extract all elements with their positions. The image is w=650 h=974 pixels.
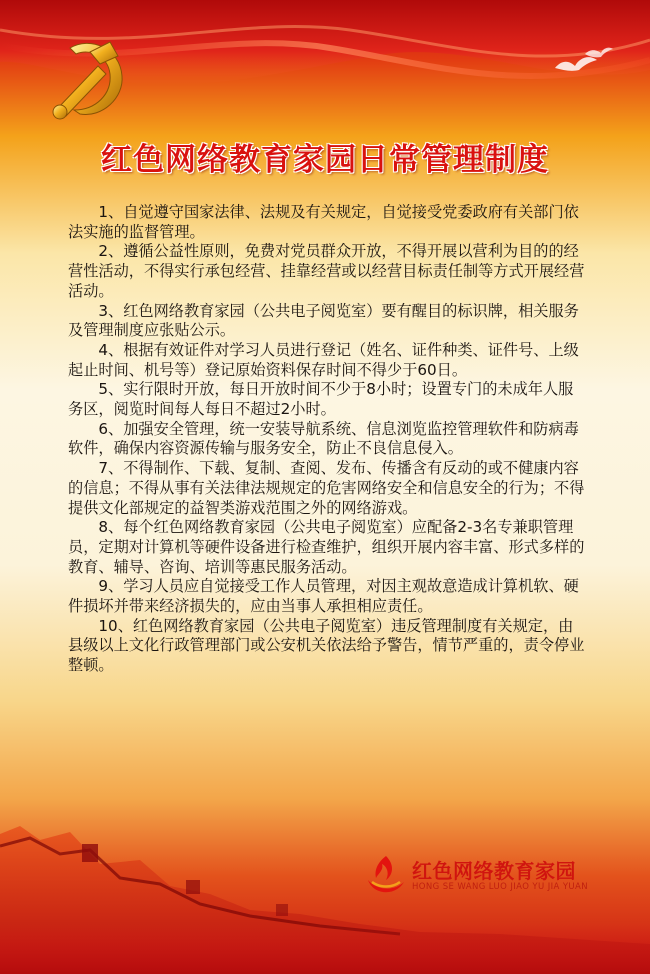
rule-item: 3、红色网络教育家园（公共电子阅览室）要有醒目的标识牌，相关服务及管理制度应张贴公示。 <box>68 301 579 340</box>
rule-item: 7、不得制作、下载、复制、查阅、发布、传播含有反动的或不健康内容的信息；不得从事有关法律法规规定的危害网络安全和信息安全的行为；不得提供文化部规定的益智类游戏范围之外的网络游戏。 <box>68 459 585 517</box>
rule-item: 9、学习人员应自觉接受工作人员管理，对因主观故意造成计算机软、硬件损坏并带来经济损失的，应由当事人承担相应责任。 <box>68 577 579 616</box>
rule-item: 1、自觉遵守国家法律、法规及有关规定，自觉接受党委政府有关部门依法实施的监督管理。 <box>68 203 579 241</box>
rule-item: 6、加强安全管理，统一安装导航系统、信息浏览监控管理软件和防病毒软件，确保内容资源传输与服务安全，防止不良信息侵入。 <box>68 419 579 458</box>
rule-item: 2、遵循公益性原则，免费对党员群众开放，不得开展以营利为目的的经营性活动，不得实行承包经营、挂靠经营或以经营目标责任制等方式开展经营活动。 <box>68 242 585 300</box>
party-emblem-icon <box>40 38 136 124</box>
brand-logo <box>364 852 624 902</box>
rule-item: 5、实行限时开放，每日开放时间不少于8小时；设置专门的未成年人服务区，阅览时间每人每日不超过2小时。 <box>68 380 574 419</box>
rule-item: 4、根据有效证件对学习人员进行登记（姓名、证件种类、证件号、上级起止时间、机号等）登记原始资料保存时间不得少于60日。 <box>68 340 579 379</box>
logo-name: 红色网络教育家园 <box>412 859 576 883</box>
rule-item: 10、红色网络教育家园（公共电子阅览室）违反管理制度有关规定，由县级以上文化行政管理部门或公安机关依法给予警告，情节严重的，责令停业整顿。 <box>68 616 585 675</box>
doves-icon <box>545 40 615 80</box>
rule-item: 8、每个红色网络教育家园（公共电子阅览室）应配备2-3名专兼职管理员，定期对计算机等硬件设备进行检查维护，组织开展内容丰富、形式多样的教育、辅导、咨询、培训等惠民服务活动。 <box>68 518 585 576</box>
page-title: 红色网络教育家园日常管理制度 <box>101 142 549 178</box>
flame-logo-icon <box>364 852 408 896</box>
logo-pinyin: HONG SE WANG LUO JIAO YU JIA YUAN <box>412 882 589 892</box>
rules-list <box>68 203 588 676</box>
